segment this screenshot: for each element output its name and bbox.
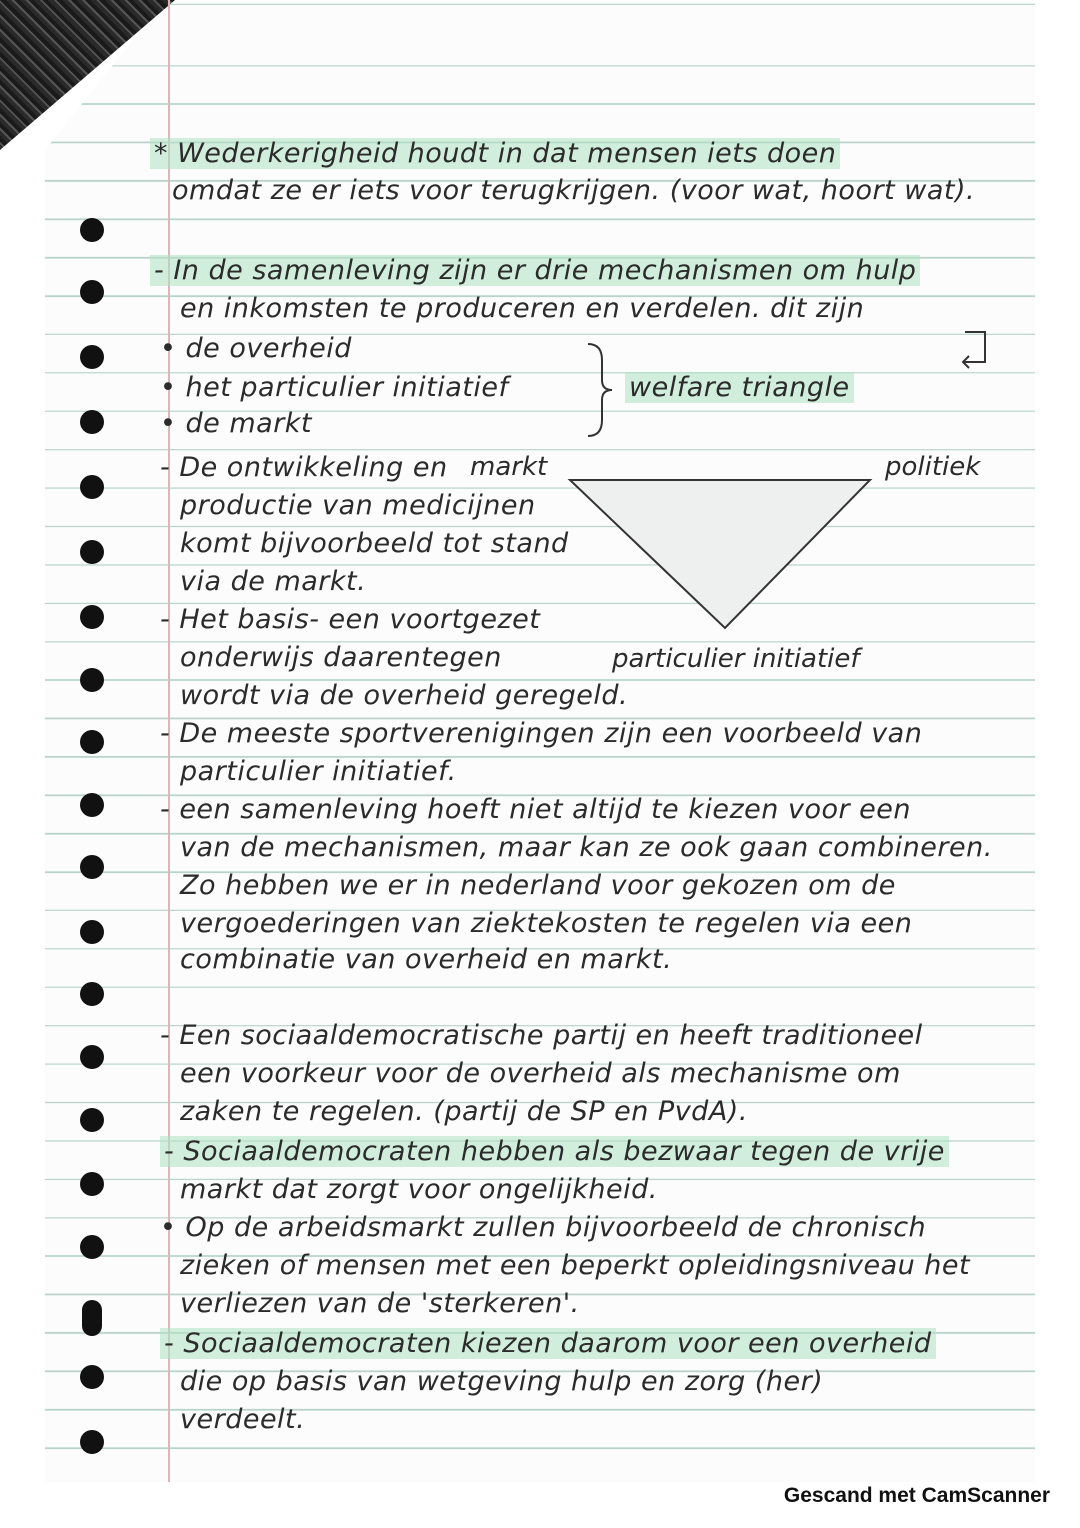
note-line: verdeelt. <box>180 1404 306 1435</box>
diagram-label-politiek: politiek <box>885 452 981 482</box>
punch-hole <box>80 218 104 242</box>
diagram-label-particulier: particulier initiatief <box>612 644 860 674</box>
note-line: - een samenleving hoeft niet altijd te kiezen voor een <box>160 794 912 825</box>
punch-hole <box>80 1172 104 1196</box>
punch-hole <box>80 280 104 304</box>
note-line: verliezen van de 'sterkeren'. <box>180 1288 580 1319</box>
punch-hole <box>80 410 104 434</box>
scanner-watermark: Gescand met CamScanner <box>783 1484 1050 1507</box>
punch-hole <box>80 1365 104 1389</box>
curly-brace <box>580 340 620 440</box>
diagram-label-markt: markt <box>470 452 548 482</box>
punch-hole <box>80 920 104 944</box>
punch-hole <box>80 605 104 629</box>
note-line: productie van medicijnen <box>180 490 536 521</box>
welfare-triangle-diagram <box>565 470 885 640</box>
punch-hole <box>80 1430 104 1454</box>
bullet-item: • het particulier initiatief <box>160 372 509 403</box>
punch-hole <box>82 1300 102 1336</box>
note-line: zaken te regelen. (partij de SP en PvdA). <box>180 1096 748 1127</box>
note-line: en inkomsten te produceren en verdelen. dit zijn <box>180 293 865 324</box>
note-line: - Een sociaaldemocratische partij en heeft traditioneel <box>160 1020 923 1051</box>
note-line: wordt via de overheid geregeld. <box>180 680 629 711</box>
note-line: - In de samenleving zijn er drie mechanismen om hulp <box>150 255 1020 286</box>
note-line: komt bijvoorbeeld tot stand <box>180 528 569 559</box>
punch-hole <box>80 855 104 879</box>
note-line: omdat ze er iets voor terugkrijgen. (voor wat, hoort wat). <box>172 175 976 206</box>
punch-hole <box>80 1045 104 1069</box>
note-line: * Wederkerigheid houdt in dat mensen iets doen <box>150 138 1020 169</box>
punch-hole <box>80 668 104 692</box>
note-line: vergoederingen van ziektekosten te regelen via een <box>180 908 913 939</box>
note-line: zieken of mensen met een beperkt opleidingsniveau het <box>180 1250 971 1281</box>
note-line: combinatie van overheid en markt. <box>180 944 673 975</box>
note-line: via de markt. <box>180 566 367 597</box>
bullet-item: • de markt <box>160 408 313 439</box>
punch-hole <box>80 345 104 369</box>
note-line: die op basis van wetgeving hulp en zorg (her) <box>180 1366 824 1397</box>
note-line: - Sociaaldemocraten kiezen daarom voor een overheid <box>160 1328 1020 1359</box>
note-line: een voorkeur voor de overheid als mechanisme om <box>180 1058 901 1089</box>
punch-hole <box>80 475 104 499</box>
punch-hole <box>80 982 104 1006</box>
note-line: markt dat zorgt voor ongelijkheid. <box>180 1174 658 1205</box>
welfare-triangle-label: welfare triangle <box>625 372 1020 403</box>
note-line: - Het basis- een voortgezet <box>160 604 541 635</box>
punch-hole <box>80 793 104 817</box>
note-line: particulier initiatief. <box>180 756 457 787</box>
note-line: - De meeste sportverenigingen zijn een voorbeeld van <box>160 718 923 749</box>
bullet-item: • Op de arbeidsmarkt zullen bijvoorbeeld de chronisch <box>160 1212 927 1243</box>
punch-hole <box>80 540 104 564</box>
note-line: van de mechanismen, maar kan ze ook gaan combineren. <box>180 832 993 863</box>
note-line: onderwijs daarentegen <box>180 642 502 673</box>
arrow-icon <box>955 322 1005 372</box>
punch-hole <box>80 730 104 754</box>
note-line: - Sociaaldemocraten hebben als bezwaar tegen de vrije <box>160 1136 1020 1167</box>
note-line: Zo hebben we er in nederland voor gekozen om de <box>180 870 896 901</box>
punch-hole <box>80 1108 104 1132</box>
bullet-item: • de overheid <box>160 333 352 364</box>
note-line: - De ontwikkeling en <box>160 452 448 483</box>
punch-hole <box>80 1235 104 1259</box>
